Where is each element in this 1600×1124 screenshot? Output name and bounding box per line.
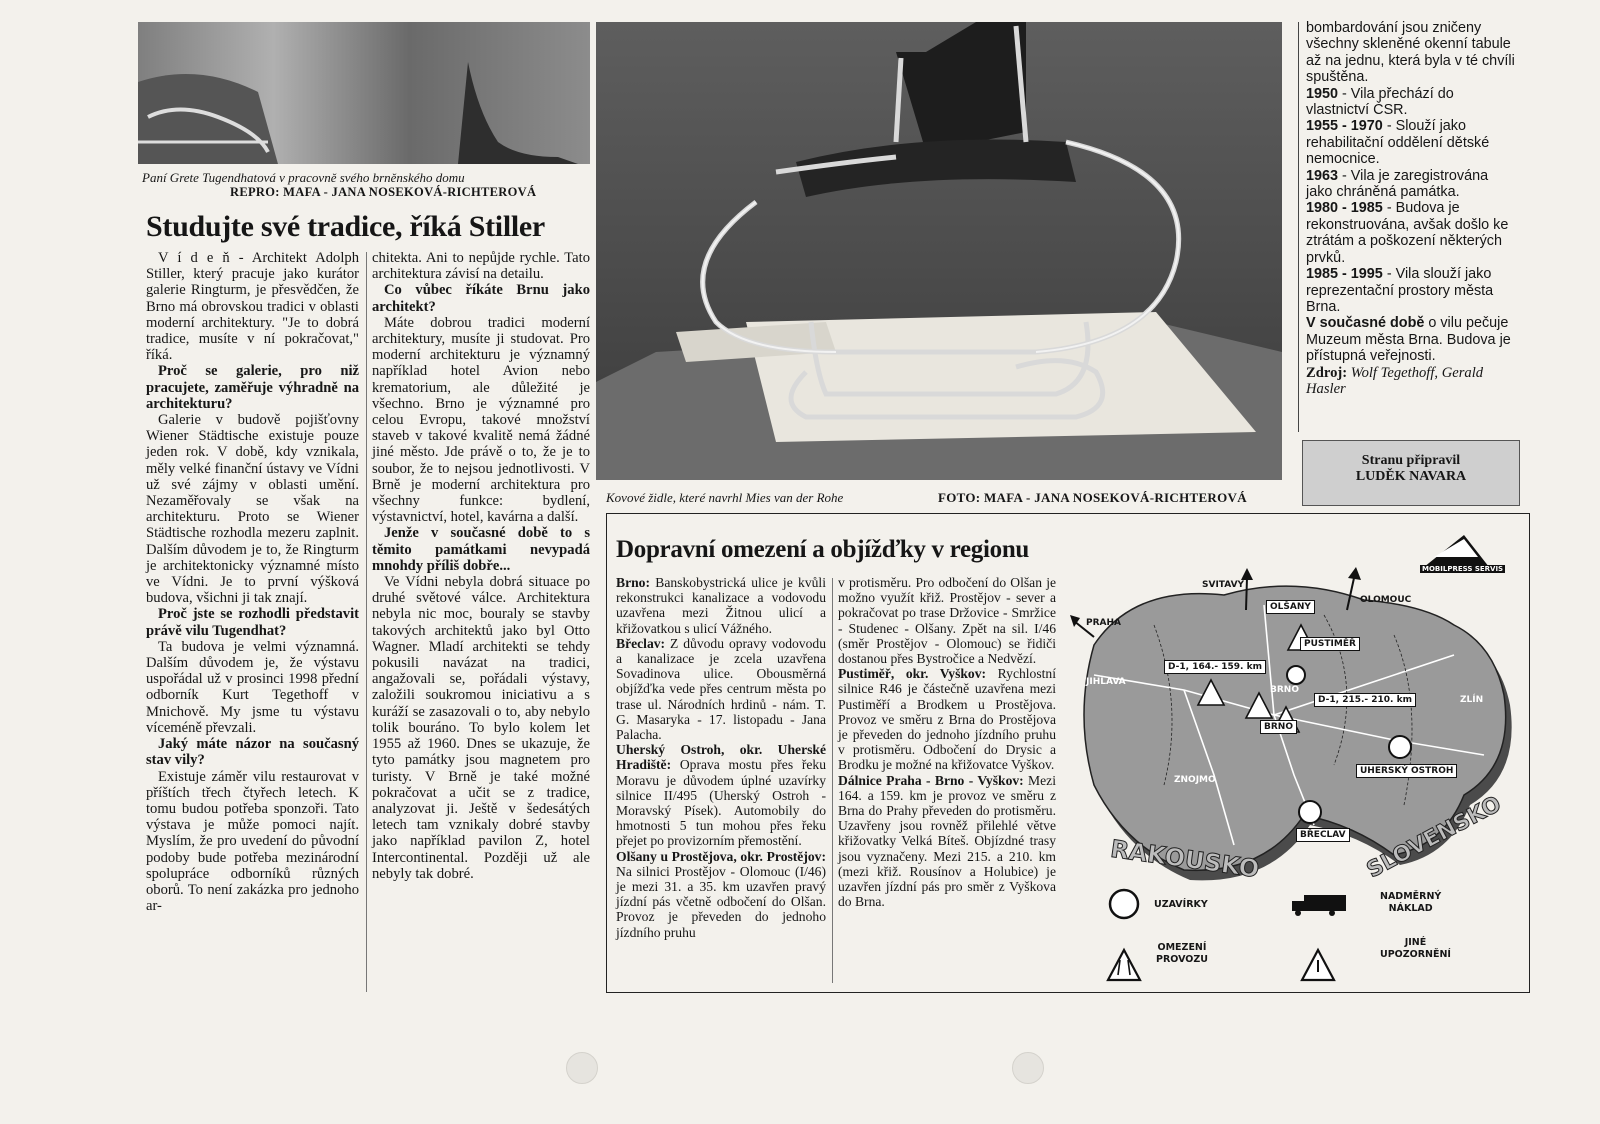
timeline-entry: [1306, 200, 1516, 266]
closure-icon: [1110, 890, 1138, 918]
legend-oversize-line2: NÁKLAD: [1388, 903, 1433, 914]
source-names: Wolf Tegethoff, Gerald Hasler: [1306, 364, 1484, 397]
traffic-text: Na silnici Prostějov - Olomouc (I/46) je mezi 31. a 35. km uzavřen pravý jízdní pás včetně odbočení do Olšan. Provoz je převeden do jednoho jízdního pruhu: [616, 863, 826, 940]
article-paragraph: Máte dobrou tradici moderní architektury, musíte ji studovat. Pro moderní architekturu je významný například hotel Avion nebo krematorium, ale důležité je všechno. Brno je významné pro celou Evropu, takové množství staveb v takové kvalitě nemá žádné jiné město. Jde právě o to, že je to soubor, že to nejsou jednotlivosti. V Brně je moderní architektura pro všechny funkce: bydlení, výstavnictví, hotel, kavárna a další.: [372, 314, 590, 526]
grete-photo: [138, 22, 590, 164]
article-column-1: [146, 250, 359, 914]
article-paragraph: Existuje záměr vilu restaurovat v příštích třech čtyřech letech. K tomu budou potřeba sponzoři. Tato výstava je může pomoci najít. Myslím, že pro uvedení do původní podoby bude potřeba mezinárodní spolupráce odborníků různých oborů. To není zakázka pro jednoho ar-: [146, 768, 359, 915]
traffic-place: Olšany u Prostějova, okr. Prostějov:: [616, 848, 826, 864]
interview-question: Proč se galerie, pro niž pracujete, zaměřuje výhradně na architekturu?: [146, 363, 359, 412]
map-place-brno-top: BRNO: [1270, 685, 1299, 695]
timeline-year: V současné době: [1306, 315, 1425, 332]
traffic-headline: Dopravní omezení a objížďky v regionu: [616, 536, 1030, 563]
traffic-text: Mezi 164. a 159. km je provoz ve směru z Brna do Prahy převeden do protisměru. Uzavřeny jsou rovněž přilehlé větve křižovatky Velká Bíteš. Objízdné trasy jsou vyznačeny. Mezi 215. a 210. km (mezi křiž. Rousínov a Holubice) je uzavřen jízdní pás pro směr z Vyškova do Brna.: [838, 772, 1056, 910]
map-arrow-svitavy: SVITAVY: [1202, 580, 1245, 590]
timeline-year: 1980 - 1985: [1306, 200, 1383, 217]
legend-oversize: [1380, 891, 1441, 915]
legend-other-line2: UPOZORNĚNÍ: [1380, 949, 1451, 960]
map-country-austria: RAKOUSKO: [1108, 834, 1261, 884]
map-arrow-olomouc: OLOMOUC: [1360, 595, 1412, 605]
legend-restriction: [1156, 942, 1208, 966]
traffic-text: Banskobystrická ulice je kvůli rekonstrukci kanalizace a vodovodu uzavřena mezi Žitnou ulicí a křižovatkou s ulicí Vážného.: [616, 575, 826, 636]
map-place-breclav: BŘECLAV: [1296, 828, 1350, 842]
grete-photo-shapes: [138, 22, 590, 164]
traffic-column-1: [616, 575, 826, 940]
traffic-column-rule: [832, 578, 833, 983]
timeline-year: 1963: [1306, 167, 1339, 184]
legend-restriction-line2: PROVOZU: [1156, 954, 1208, 965]
timeline: [1306, 20, 1516, 397]
punch-hole-left: [566, 1052, 598, 1084]
timeline-text: o vilu pečuje Muzeum města Brna. Budova je přístupná veřejnosti.: [1306, 315, 1511, 365]
prepared-by-label: Stranu připravil: [1361, 453, 1461, 468]
interview-question: Co vůbec říkáte Brnu jako architekt?: [372, 282, 590, 315]
map-place-brno: BRNO: [1260, 720, 1297, 734]
traffic-item: [616, 742, 826, 848]
timeline-entry: [1306, 168, 1516, 201]
chair-photo-caption: Kovové židle, které navrhl Mies van der Rohe: [606, 490, 844, 505]
map-km-d1a: D-1, 164.- 159. km: [1164, 660, 1266, 674]
timeline-entry: [1306, 315, 1516, 364]
timeline-text: - Vila je zaregistrována jako chráněná památka.: [1306, 167, 1489, 201]
timeline-source: [1306, 365, 1516, 398]
map-place-pustimer: PUSTIMĚŘ: [1300, 637, 1360, 651]
article-paragraph: Ta budova je velmi významná. Dalším důvodem je, že výstavu uspořádal už v prosinci 1998 přední odborník Kurt Tegethoff v Mnichově. My jsme tu výstavu víceméně převzali.: [146, 638, 359, 736]
traffic-text: Rychlostní silnice R46 je částečně uzavřena mezi Pustiměří a Brodkem u Prostějova. Provoz ve směru z Brna do Prostějova je převeden do jednoho jízdního pruhu v protisměru. Odbočení do Drysic a Brodku je možné na křižovatce Vyškov.: [838, 666, 1056, 773]
chair-illustration: [596, 22, 1282, 480]
traffic-item: [838, 666, 1056, 772]
map-arrow-praha: PRAHA: [1086, 618, 1121, 628]
traffic-item: [838, 575, 1056, 666]
map-logo: MOBILPRESS SERVIS: [1422, 565, 1504, 573]
traffic-text: Oprava mostu přes řeku Moravu je důvodem úplné uzavírky silnice II/495 (Uherský Ostroh - Moravský Písek). Automobily do hmotnosti 5 tun mohou přes řeku přejet po provizorním přemostění.: [616, 757, 826, 849]
timeline-entry: [1306, 266, 1516, 315]
traffic-item: [616, 636, 826, 742]
source-label: Zdroj:: [1306, 364, 1348, 381]
timeline-rule: [1298, 22, 1299, 432]
article-column-2: [372, 250, 590, 882]
timeline-text: - Vila přechází do vlastnictví ČSR.: [1306, 85, 1454, 119]
map-place-znojmo: ZNOJMO: [1174, 775, 1216, 785]
top-photo-caption: Paní Grete Tugendhatová v pracovně svého brněnského domu: [142, 170, 465, 185]
traffic-place: Pustiměř, okr. Vyškov:: [838, 666, 987, 682]
map-place-uhersky: UHERSKÝ OSTROH: [1356, 764, 1457, 778]
prepared-by-name: LUDĚK NAVARA: [1355, 469, 1467, 484]
top-photo-credit: REPRO: MAFA - JANA NOSEKOVÁ-RICHTEROVÁ: [230, 185, 537, 199]
map-place-zlin: ZLÍN: [1460, 695, 1484, 705]
map-country-slovakia: SLOVENSKO: [1362, 791, 1506, 884]
interview-question: Jenže v současné době to s těmito památkami nevypadá mnohdy příliš dobře...: [372, 525, 590, 574]
timeline-text: - Slouží jako rehabilitační oddělení dětské nemocnice.: [1306, 118, 1490, 168]
legend-other: [1380, 937, 1451, 961]
map-place-olsany: OLŠANY: [1266, 600, 1315, 614]
traffic-place: Dálnice Praha - Brno - Vyškov:: [838, 772, 1024, 788]
article-headline: Studujte své tradice, říká Stiller: [146, 210, 545, 243]
traffic-column-2: [838, 575, 1056, 909]
article-paragraph: Galerie v budově pojišťovny Wiener Städtische existuje pouze jeden rok. V době, kdy vznikala, měly velké finanční ústavy ve Vídni už své zájmy v oblasti umění. Nezaměřovaly se však na architekturu. Proto se Wiener Städtische rozhodla mezeru zaplnit. Dalším důvodem je to, že Ringturm je architektonicky významné místo ve Vídni. Je to první výšková budova, všichni ji tak znají.: [146, 412, 359, 607]
traffic-item: [616, 575, 826, 636]
timeline-year: 1985 - 1995: [1306, 266, 1383, 283]
article-paragraph: V í d e ň - Architekt Adolph Stiller, který pracuje jako kurátor galerie Ringturm, je přesvědčen, že Brno má obrovskou tradici v oblasti moderní architektury. "Je to dobrá tradice, musíte v ní pokračovat," říká.: [146, 250, 359, 364]
legend-oversize-line1: NADMĚRNÝ: [1380, 891, 1442, 902]
truck-icon: [1292, 895, 1346, 916]
chair-photo-credit: FOTO: MAFA - JANA NOSEKOVÁ-RICHTEROVÁ: [938, 490, 1247, 505]
traffic-item: [838, 773, 1056, 910]
traffic-text: v protisměru. Pro odbočení do Olšan je možno využít křiž. Prostějov - sever a pokračovat po trase Držovice - Smržice - Studenec - Olšany. Zpět na sil. I/46 (směr Prostějov - Olomouc) se řidiči dostanou přes Bystročice a Nedvězí.: [838, 575, 1056, 667]
timeline-text: - Vila slouží jako reprezentační prostory města Brna.: [1306, 266, 1494, 315]
article-paragraph: Ve Vídni nebyla dobrá situace po druhé světové válce. Architektura nebyla nic moc, bouraly se stavby takových architektů jako byl Otto Wagner. Mladí architekti se tehdy pokusili navázat na tradici, angažovali se, pořádali výstavy, založili soukromou iniciativu a s kuráží se zasazovali o to, aby nebylo tolik bouráno. To bylo kolem let 1955 až 1960. Dnes se ukazuje, že tyto památky jsou magnetem pro turisty. V Brně je také možné pokračovat a učit se z tradice, analyzovat ji. Ještě v šedesátých letech tam vznikaly dobré stavby jako například pavilon Z, hotel Intercontinental. Později už ale nebyly tak dobré.: [372, 574, 590, 882]
legend-closure: UZAVÍRKY: [1154, 899, 1208, 910]
restriction-icon: [1108, 950, 1140, 980]
traffic-place: Brno:: [616, 575, 650, 590]
column-rule: [366, 252, 367, 992]
region-map: [1064, 525, 1524, 985]
legend-restriction-line1: OMEZENÍ: [1157, 942, 1207, 953]
timeline-entry: [1306, 118, 1516, 167]
interview-question: Proč jste se rozhodli představit právě vilu Tugendhat?: [146, 606, 359, 639]
chair-photo: [596, 22, 1282, 480]
interview-question: Jaký máte názor na současný stav vily?: [146, 736, 359, 769]
timeline-year: 1950: [1306, 85, 1339, 102]
map-km-d1b: D-1, 215.- 210. km: [1314, 693, 1416, 707]
prepared-by-box: [1302, 440, 1520, 506]
traffic-item: [616, 849, 826, 940]
punch-hole-right: [1012, 1052, 1044, 1084]
map-place-jihlava: JIHLAVA: [1086, 677, 1126, 687]
timeline-entry: [1306, 86, 1516, 119]
traffic-place: Břeclav:: [616, 635, 666, 651]
timeline-year: 1955 - 1970: [1306, 118, 1383, 135]
traffic-place: Uherský Ostroh, okr. Uherské Hradiště:: [616, 742, 826, 773]
timeline-text: - Budova je rekonstruována, avšak došlo ke ztrátám a poškození některých prvků.: [1306, 200, 1509, 266]
article-paragraph: chitekta. Ani to nepůjde rychle. Tato architektura závisí na detailu.: [372, 250, 590, 283]
legend-other-line1: JINÉ: [1404, 937, 1427, 948]
traffic-text: Z důvodu opravy vodovodu a kanalizace je zcela uzavřena Sovadinova ulice. Obousměrná objížďka vede přes centrum města po trase ul. Národních hrdinů - nám. T. G. Masaryka - 17. listopadu - Jana Palacha.: [616, 635, 826, 743]
timeline-fragment: bombardování jsou zničeny všechny skleněné okenní tabule až na jednu, která byla v té chvíli spuštěna.: [1306, 20, 1515, 86]
map-legend-icons: [1064, 880, 1524, 990]
